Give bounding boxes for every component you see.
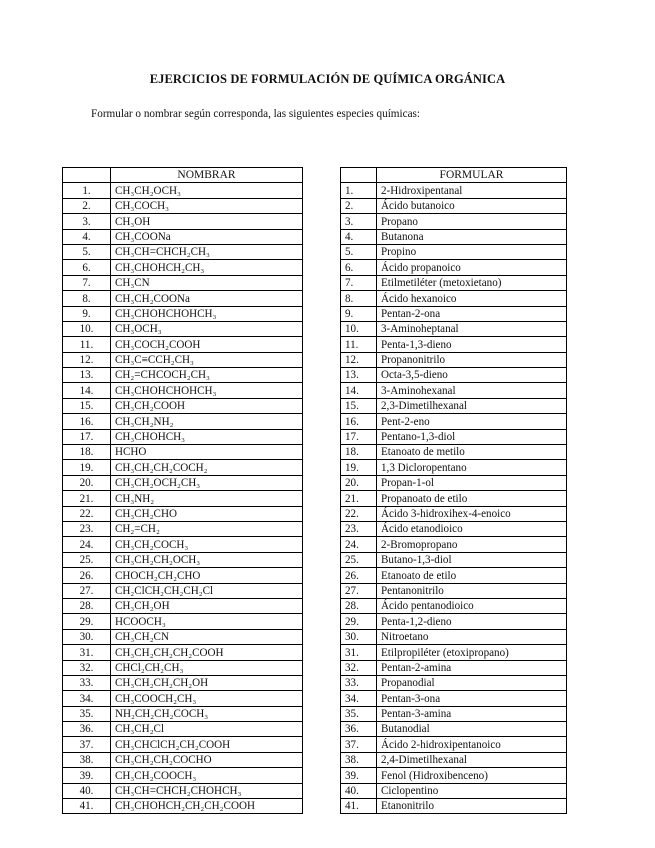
exercise-number-formular: 35. — [341, 706, 377, 721]
compound-name-to-formulate: Octa-3,5-dieno — [377, 368, 567, 383]
column-gap — [303, 614, 341, 629]
formula-to-name: CH₃CH₂COCH₃ — [111, 537, 303, 552]
table-row — [63, 583, 567, 598]
column-gap — [303, 414, 341, 429]
formula-to-name: CH₃CH₂CH₂CH₂OH — [111, 675, 303, 690]
table-row — [63, 460, 567, 475]
exercise-number-formular: 12. — [341, 352, 377, 367]
compound-name-to-formulate: Pentan-2-ona — [377, 306, 567, 321]
table-row — [63, 722, 567, 737]
exercise-number-formular: 24. — [341, 537, 377, 552]
exercise-number-formular: 32. — [341, 660, 377, 675]
formula-to-name: CH₃CH₂CN — [111, 629, 303, 644]
exercise-number-formular: 1. — [341, 183, 377, 198]
exercise-number-nombrar: 22. — [63, 506, 111, 521]
column-gap — [303, 460, 341, 475]
column-gap — [303, 198, 341, 213]
column-gap — [303, 214, 341, 229]
exercise-number-formular: 9. — [341, 306, 377, 321]
column-gap — [303, 691, 341, 706]
formula-to-name: CH₂=CH₂ — [111, 521, 303, 536]
header-nombrar: NOMBRAR — [111, 168, 303, 183]
exercise-number-nombrar: 39. — [63, 768, 111, 783]
formula-to-name: CH₃CH₂COOH — [111, 398, 303, 413]
exercise-number-nombrar: 25. — [63, 552, 111, 567]
exercise-number-formular: 40. — [341, 783, 377, 798]
column-gap — [303, 799, 341, 814]
table-row — [63, 275, 567, 290]
compound-name-to-formulate: Ácido etanodioico — [377, 521, 567, 536]
formula-to-name: CH₃CH₂CH₂OCH₃ — [111, 552, 303, 567]
compound-name-to-formulate: Pent-2-eno — [377, 414, 567, 429]
exercise-number-nombrar: 24. — [63, 537, 111, 552]
exercise-table — [62, 167, 566, 814]
exercise-number-formular: 34. — [341, 691, 377, 706]
formula-to-name: CH₃CH₂OCH₃ — [111, 183, 303, 198]
table-row — [63, 321, 567, 336]
exercise-number-nombrar: 11. — [63, 337, 111, 352]
header-blank-right — [341, 168, 377, 183]
compound-name-to-formulate: Pentan-3-amina — [377, 706, 567, 721]
exercise-number-formular: 18. — [341, 445, 377, 460]
formula-to-name: HCOOCH₃ — [111, 614, 303, 629]
formula-to-name: HCHO — [111, 445, 303, 460]
exercise-number-nombrar: 9. — [63, 306, 111, 321]
exercise-number-nombrar: 38. — [63, 752, 111, 767]
exercise-number-nombrar: 30. — [63, 629, 111, 644]
page-title: EJERCICIOS DE FORMULACIÓN DE QUÍMICA ORGÁNICA — [149, 72, 506, 86]
exercise-number-nombrar: 29. — [63, 614, 111, 629]
exercise-number-nombrar: 14. — [63, 383, 111, 398]
column-gap — [303, 645, 341, 660]
exercise-number-formular: 17. — [341, 429, 377, 444]
exercise-number-formular: 3. — [341, 214, 377, 229]
table-row — [63, 706, 567, 721]
exercise-number-nombrar: 36. — [63, 722, 111, 737]
exercise-number-formular: 14. — [341, 383, 377, 398]
compound-name-to-formulate: Etanonitrilo — [377, 799, 567, 814]
compound-name-to-formulate: Butanona — [377, 229, 567, 244]
column-gap — [303, 275, 341, 290]
compound-name-to-formulate: Pentan-3-ona — [377, 691, 567, 706]
table-row — [63, 337, 567, 352]
exercise-number-formular: 36. — [341, 722, 377, 737]
column-gap — [303, 491, 341, 506]
table-row — [63, 783, 567, 798]
exercise-number-formular: 28. — [341, 598, 377, 613]
formula-to-name: CH₃COONa — [111, 229, 303, 244]
compound-name-to-formulate: Propino — [377, 244, 567, 259]
formula-to-name: CH₃CH₂CH₂COCH₂ — [111, 460, 303, 475]
column-gap — [303, 568, 341, 583]
compound-name-to-formulate: Etilmetiléter (metoxietano) — [377, 275, 567, 290]
column-gap — [303, 737, 341, 752]
formula-to-name: CHCl₂CH₂CH₃ — [111, 660, 303, 675]
formula-to-name: CH₃CH=CHCH₂CHOHCH₃ — [111, 783, 303, 798]
table-row — [63, 352, 567, 367]
exercise-number-nombrar: 19. — [63, 460, 111, 475]
formula-to-name: CH₃OH — [111, 214, 303, 229]
compound-name-to-formulate: Propanonitrilo — [377, 352, 567, 367]
column-gap — [303, 675, 341, 690]
table-row — [63, 598, 567, 613]
table-row — [63, 368, 567, 383]
compound-name-to-formulate: Etanoato de metilo — [377, 445, 567, 460]
compound-name-to-formulate: Propano — [377, 214, 567, 229]
table-row — [63, 614, 567, 629]
compound-name-to-formulate: 1,3 Dicloropentano — [377, 460, 567, 475]
exercise-number-formular: 27. — [341, 583, 377, 598]
compound-name-to-formulate: Etilpropiléter (etoxipropano) — [377, 645, 567, 660]
column-gap — [303, 598, 341, 613]
exercise-number-nombrar: 34. — [63, 691, 111, 706]
compound-name-to-formulate: Propan-1-ol — [377, 475, 567, 490]
column-gap — [303, 629, 341, 644]
compound-name-to-formulate: Ácido pentanodioico — [377, 598, 567, 613]
exercise-number-nombrar: 5. — [63, 244, 111, 259]
column-gap — [303, 506, 341, 521]
formula-to-name: CH₃COCH₃ — [111, 198, 303, 213]
column-gap — [303, 337, 341, 352]
compound-name-to-formulate: Propanodial — [377, 675, 567, 690]
table-row — [63, 398, 567, 413]
exercise-number-formular: 10. — [341, 321, 377, 336]
exercise-number-nombrar: 32. — [63, 660, 111, 675]
formula-to-name: CH₃CHOHCHOHCH₃ — [111, 383, 303, 398]
formula-to-name: CH₃CH₂COONa — [111, 291, 303, 306]
column-gap — [303, 352, 341, 367]
column-gap — [303, 321, 341, 336]
exercise-number-nombrar: 3. — [63, 214, 111, 229]
exercise-number-formular: 11. — [341, 337, 377, 352]
formula-to-name: CH₃CHOHCH₃ — [111, 429, 303, 444]
compound-name-to-formulate: Ácido 2-hidroxipentanoico — [377, 737, 567, 752]
compound-name-to-formulate: Pentano-1,3-diol — [377, 429, 567, 444]
formula-to-name: CH₃CHClCH₂CH₂COOH — [111, 737, 303, 752]
table-row — [63, 491, 567, 506]
compound-name-to-formulate: Etanoato de etilo — [377, 568, 567, 583]
column-gap — [303, 552, 341, 567]
table-row — [63, 383, 567, 398]
exercise-number-nombrar: 41. — [63, 799, 111, 814]
table-row — [63, 521, 567, 536]
exercise-number-formular: 38. — [341, 752, 377, 767]
compound-name-to-formulate: Propanoato de etilo — [377, 491, 567, 506]
exercise-number-formular: 6. — [341, 260, 377, 275]
table-row — [63, 291, 567, 306]
table-row — [63, 260, 567, 275]
formula-to-name: CH₃CH₂OCH₂CH₃ — [111, 475, 303, 490]
table-row — [63, 414, 567, 429]
formula-to-name: CH₃CH₂OH — [111, 598, 303, 613]
exercise-number-nombrar: 23. — [63, 521, 111, 536]
formula-to-name: CH₃NH₂ — [111, 491, 303, 506]
exercise-number-formular: 33. — [341, 675, 377, 690]
exercise-number-formular: 16. — [341, 414, 377, 429]
column-gap — [303, 475, 341, 490]
exercise-number-nombrar: 18. — [63, 445, 111, 460]
column-gap — [303, 306, 341, 321]
exercise-number-nombrar: 26. — [63, 568, 111, 583]
table-row — [63, 537, 567, 552]
compound-name-to-formulate: Penta-1,3-dieno — [377, 337, 567, 352]
exercise-number-nombrar: 35. — [63, 706, 111, 721]
formula-to-name: NH₂CH₂CH₂COCH₃ — [111, 706, 303, 721]
compound-name-to-formulate: Nitroetano — [377, 629, 567, 644]
table-header-row — [63, 168, 567, 183]
table-row — [63, 214, 567, 229]
compound-name-to-formulate: Fenol (Hidroxibenceno) — [377, 768, 567, 783]
column-gap — [303, 383, 341, 398]
exercise-number-formular: 19. — [341, 460, 377, 475]
exercise-number-nombrar: 4. — [63, 229, 111, 244]
exercise-number-formular: 4. — [341, 229, 377, 244]
exercise-number-formular: 21. — [341, 491, 377, 506]
exercise-number-nombrar: 2. — [63, 198, 111, 213]
exercise-number-formular: 31. — [341, 645, 377, 660]
exercise-number-formular: 23. — [341, 521, 377, 536]
exercise-number-nombrar: 33. — [63, 675, 111, 690]
table-row — [63, 799, 567, 814]
compound-name-to-formulate: 2,3-Dimetilhexanal — [377, 398, 567, 413]
compound-name-to-formulate: Ácido hexanoico — [377, 291, 567, 306]
exercise-number-nombrar: 17. — [63, 429, 111, 444]
exercise-number-formular: 5. — [341, 244, 377, 259]
column-gap — [303, 722, 341, 737]
exercise-number-nombrar: 13. — [63, 368, 111, 383]
table-row — [63, 506, 567, 521]
exercise-number-formular: 37. — [341, 737, 377, 752]
exercise-number-nombrar: 12. — [63, 352, 111, 367]
exercise-number-nombrar: 37. — [63, 737, 111, 752]
compound-name-to-formulate: 2-Hidroxipentanal — [377, 183, 567, 198]
exercise-number-formular: 20. — [341, 475, 377, 490]
compound-name-to-formulate: 2,4-Dimetilhexanal — [377, 752, 567, 767]
exercise-number-nombrar: 16. — [63, 414, 111, 429]
exercise-number-nombrar: 1. — [63, 183, 111, 198]
compound-name-to-formulate: 3-Aminohexanal — [377, 383, 567, 398]
formula-to-name: CH₃COOCH₂CH₃ — [111, 691, 303, 706]
formula-to-name: CH₃CH=CHCH₂CH₃ — [111, 244, 303, 259]
formula-to-name: CHOCH₂CH₂CHO — [111, 568, 303, 583]
table-row — [63, 445, 567, 460]
formula-to-name: CH₃CHOHCH₂CH₃ — [111, 260, 303, 275]
exercise-number-formular: 7. — [341, 275, 377, 290]
exercise-number-nombrar: 31. — [63, 645, 111, 660]
compound-name-to-formulate: Pentanonitrilo — [377, 583, 567, 598]
formula-to-name: CH₃CHOHCHOHCH₃ — [111, 306, 303, 321]
exercise-number-formular: 26. — [341, 568, 377, 583]
exercise-number-nombrar: 27. — [63, 583, 111, 598]
formula-to-name: CH₃CHOHCH₂CH₂CH₂COOH — [111, 799, 303, 814]
formula-to-name: CH₃CH₂CHO — [111, 506, 303, 521]
table-row — [63, 183, 567, 198]
formula-to-name: CH₃C≡CCH₂CH₃ — [111, 352, 303, 367]
table-row — [63, 429, 567, 444]
column-gap — [303, 706, 341, 721]
exercise-number-nombrar: 6. — [63, 260, 111, 275]
exercise-number-formular: 13. — [341, 368, 377, 383]
column-gap — [303, 398, 341, 413]
compound-name-to-formulate: Pentan-2-amina — [377, 660, 567, 675]
table-row — [63, 660, 567, 675]
table-row — [63, 198, 567, 213]
column-gap — [303, 783, 341, 798]
table-row — [63, 306, 567, 321]
exercise-number-nombrar: 15. — [63, 398, 111, 413]
formula-to-name: CH₃CH₂NH₂ — [111, 414, 303, 429]
exercise-number-formular: 39. — [341, 768, 377, 783]
column-gap — [303, 260, 341, 275]
column-gap — [303, 537, 341, 552]
formula-to-name: CH₃CH₂CH₂CH₂COOH — [111, 645, 303, 660]
compound-name-to-formulate: Ácido propanoico — [377, 260, 567, 275]
table-row — [63, 568, 567, 583]
exercise-number-nombrar: 40. — [63, 783, 111, 798]
table-row — [63, 229, 567, 244]
exercise-number-formular: 29. — [341, 614, 377, 629]
formula-to-name: CH₃CH₂COOCH₃ — [111, 768, 303, 783]
exercise-number-nombrar: 20. — [63, 475, 111, 490]
formula-to-name: CH₃COCH₂COOH — [111, 337, 303, 352]
compound-name-to-formulate: 3-Aminoheptanal — [377, 321, 567, 336]
exercise-number-nombrar: 10. — [63, 321, 111, 336]
compound-name-to-formulate: Ciclopentino — [377, 783, 567, 798]
table-row — [63, 244, 567, 259]
column-gap — [303, 752, 341, 767]
formula-to-name: CH₃OCH₃ — [111, 321, 303, 336]
column-gap — [303, 291, 341, 306]
table-row — [63, 645, 567, 660]
table-row — [63, 768, 567, 783]
column-gap — [303, 768, 341, 783]
exercise-number-formular: 8. — [341, 291, 377, 306]
compound-name-to-formulate: Ácido butanoico — [377, 198, 567, 213]
exercise-number-formular: 41. — [341, 799, 377, 814]
compound-name-to-formulate: 2-Bromopropano — [377, 537, 567, 552]
instructions-text: Formular o nombrar según corresponda, las siguientes especies químicas: — [91, 108, 421, 120]
table-row — [63, 752, 567, 767]
exercise-number-formular: 2. — [341, 198, 377, 213]
formula-to-name: CH₂=CHCOCH₂CH₃ — [111, 368, 303, 383]
exercise-number-formular: 22. — [341, 506, 377, 521]
table-row — [63, 629, 567, 644]
column-gap — [303, 429, 341, 444]
exercise-number-nombrar: 21. — [63, 491, 111, 506]
column-gap — [303, 583, 341, 598]
compound-name-to-formulate: Penta-1,2-dieno — [377, 614, 567, 629]
table-row — [63, 552, 567, 567]
compound-name-to-formulate: Ácido 3-hidroxihex-4-enoico — [377, 506, 567, 521]
exercise-number-formular: 15. — [341, 398, 377, 413]
exercise-number-nombrar: 28. — [63, 598, 111, 613]
exercise-number-nombrar: 7. — [63, 275, 111, 290]
column-gap — [303, 168, 341, 183]
formula-to-name: CH₃CN — [111, 275, 303, 290]
formula-to-name: CH₂ClCH₂CH₂CH₂Cl — [111, 583, 303, 598]
table-row — [63, 675, 567, 690]
column-gap — [303, 183, 341, 198]
compound-name-to-formulate: Butanodial — [377, 722, 567, 737]
table-row — [63, 475, 567, 490]
column-gap — [303, 244, 341, 259]
column-gap — [303, 660, 341, 675]
header-formular: FORMULAR — [377, 168, 567, 183]
column-gap — [303, 229, 341, 244]
column-gap — [303, 445, 341, 460]
exercise-number-formular: 25. — [341, 552, 377, 567]
formula-to-name: CH₃CH₂CH₂COCHO — [111, 752, 303, 767]
exercise-number-formular: 30. — [341, 629, 377, 644]
formula-to-name: CH₃CH₂Cl — [111, 722, 303, 737]
header-blank-left — [63, 168, 111, 183]
column-gap — [303, 368, 341, 383]
column-gap — [303, 521, 341, 536]
exercise-number-nombrar: 8. — [63, 291, 111, 306]
compound-name-to-formulate: Butano-1,3-diol — [377, 552, 567, 567]
table-row — [63, 691, 567, 706]
table-row — [63, 737, 567, 752]
